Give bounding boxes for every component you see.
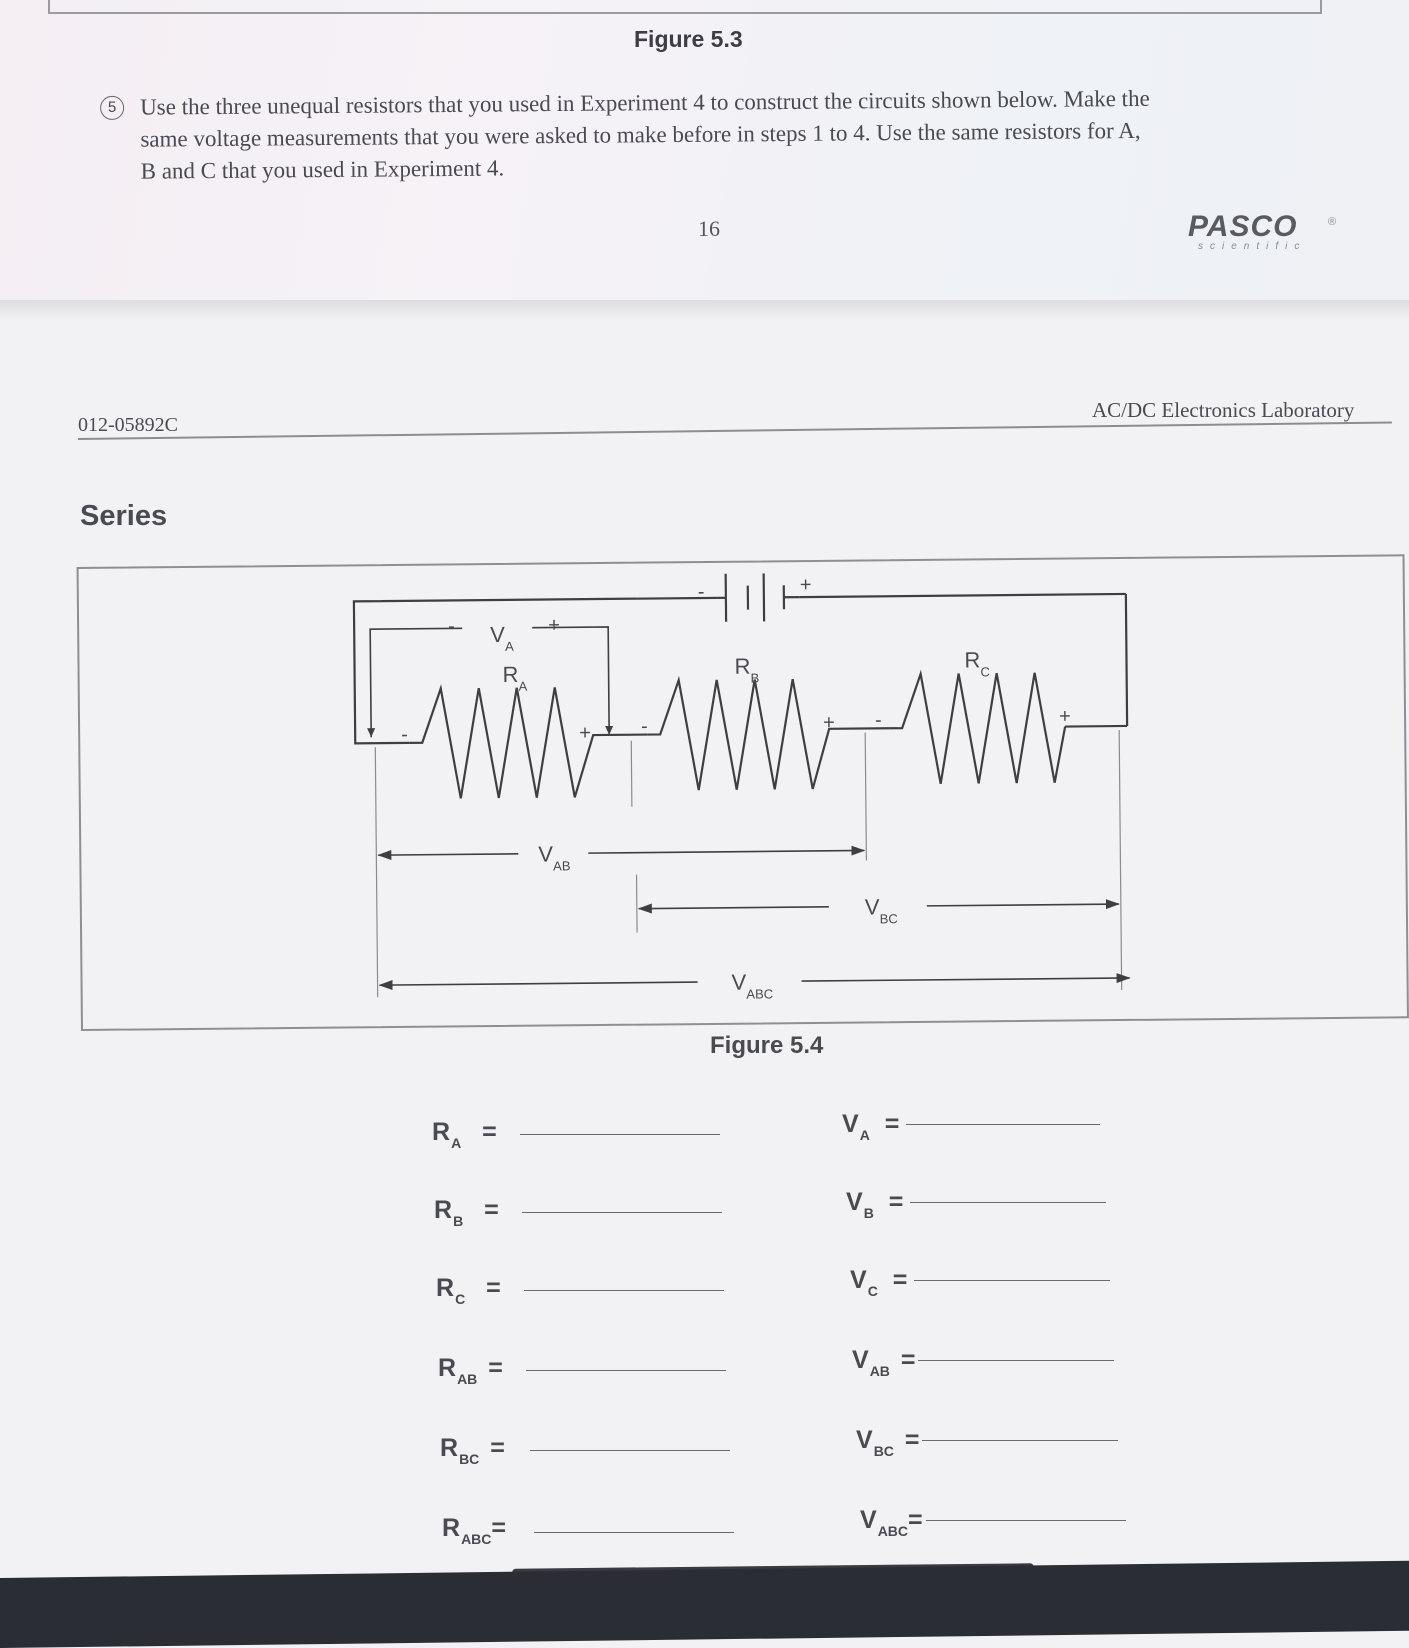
figure-5-4-caption: Figure 5.4 (710, 1032, 823, 1060)
vab-field-label: $V_{AB}$ = (852, 1346, 915, 1379)
step-number: 5 (100, 96, 124, 120)
circuit-wire-right-vertical (1126, 594, 1127, 726)
va-plus: + (548, 614, 560, 636)
rc-plus: + (1059, 705, 1071, 727)
va-minus: - (448, 615, 455, 637)
vabc-arrow-left (380, 982, 698, 985)
rb-answer-blank[interactable] (522, 1212, 722, 1213)
rb-plus: + (823, 712, 835, 734)
vb-answer-blank[interactable] (910, 1202, 1106, 1203)
ra-answer-blank[interactable] (520, 1134, 720, 1135)
ra-plus: + (579, 722, 591, 744)
vc-answer-blank[interactable] (914, 1280, 1110, 1281)
rabc-label: $R_{ABC}=$ (442, 1514, 506, 1547)
vab-arrow-left (378, 854, 518, 855)
label-va: $V_A$ (490, 622, 514, 654)
rab-answer-blank[interactable] (526, 1370, 726, 1371)
diagram-frame (78, 555, 1408, 1030)
vbc-arrow-left (639, 907, 829, 909)
label-vab: $V_{AB}$ (538, 841, 570, 873)
ra-label: $R_A$ = (432, 1118, 497, 1151)
rb-minus: - (641, 716, 648, 738)
rab-label: $R_{AB}$ = (438, 1354, 503, 1387)
label-rc: $R_C$ (964, 647, 990, 679)
pasco-logo-subtitle: scientific (1198, 241, 1306, 252)
vabc-arrow-right (802, 978, 1130, 981)
page-number: 16 (698, 216, 720, 242)
vbc-answer-blank[interactable] (922, 1440, 1118, 1441)
resistor-b (647, 678, 890, 790)
vb-field-label: $V_B$ = (846, 1188, 903, 1221)
battery-symbol (718, 573, 800, 622)
vab-arrow-right (588, 850, 864, 853)
pasco-logo: PASCO (1188, 210, 1297, 244)
label-ra: $R_A$ (502, 662, 527, 694)
rc-minus: - (875, 709, 882, 731)
label-vabc: $V_{ABC}$ (731, 969, 773, 1001)
vbc-arrow-right (927, 904, 1119, 906)
figure-5-3-caption: Figure 5.3 (634, 26, 743, 53)
lab-title: AC/DC Electronics Laboratory (1092, 398, 1354, 423)
rc-label: $R_C$ = (436, 1274, 501, 1307)
vabc-answer-blank[interactable] (926, 1520, 1126, 1521)
va-answer-blank[interactable] (906, 1124, 1100, 1125)
step-text: Use the three unequal resistors that you used in Experiment 4 to construct the circuits shown below. Make the same voltage measurements that you were asked to make before in steps 1 to 4. Use the same resistors for A, B and C that you used in Experiment 4. (140, 83, 1161, 188)
rbc-answer-blank[interactable] (530, 1450, 730, 1451)
vab-answer-blank[interactable] (918, 1360, 1114, 1361)
registered-mark: ® (1328, 216, 1336, 228)
measurement-guides (375, 730, 1121, 997)
circuit-wire-right-bottom (1065, 726, 1127, 727)
rabc-answer-blank[interactable] (534, 1532, 734, 1533)
vabc-field-label: $V_{ABC}=$ (860, 1506, 923, 1539)
vc-field-label: $V_C$ = (850, 1266, 907, 1299)
rbc-label: $R_{BC}$ = (440, 1434, 505, 1467)
screen-bezel (0, 1561, 1409, 1648)
resistor-c (889, 673, 1066, 785)
circuit-wire-right (800, 594, 1126, 597)
battery-plus: + (800, 574, 812, 596)
document-id: 012-05892C (78, 414, 178, 437)
va-field-label: $V_A$ = (842, 1110, 899, 1143)
vbc-field-label: $V_{BC}$ = (856, 1426, 919, 1459)
battery-minus: - (698, 581, 705, 603)
resistor-a (409, 687, 648, 799)
section-title: Series (80, 500, 167, 533)
rb-label: $R_B$ = (434, 1196, 499, 1229)
ra-minus: - (401, 724, 408, 746)
label-rb: $R_B$ (734, 653, 759, 685)
rc-answer-blank[interactable] (524, 1290, 724, 1291)
label-vbc: $V_{BC}$ (865, 894, 898, 926)
